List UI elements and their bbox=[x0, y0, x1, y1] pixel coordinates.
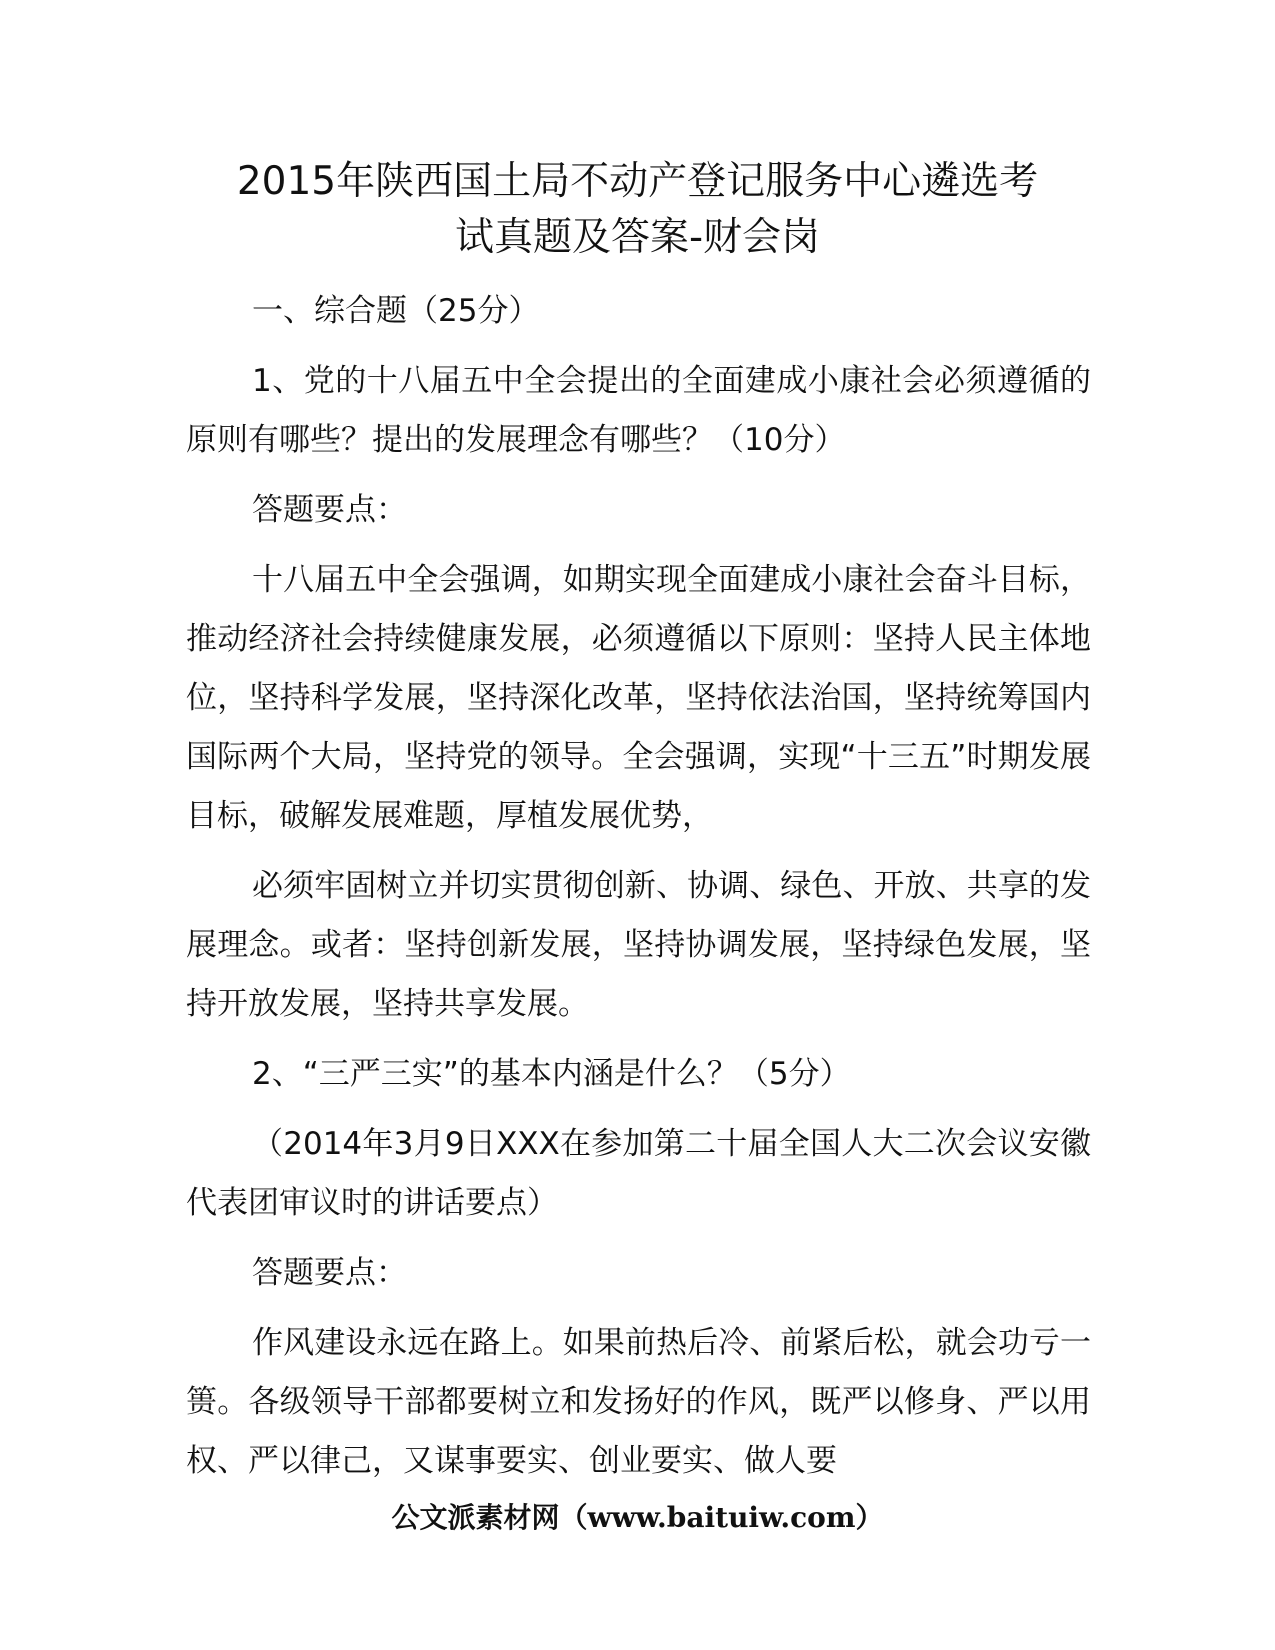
document-body bbox=[186, 282, 1091, 1491]
answer-paragraph-1: 十八届五中全会强调，如期实现全面建成小康社会奋斗目标，推动经济社会持续健康发展，必须遵循以下原则：坚持人民主体地位，坚持科学发展，坚持深化改革，坚持依法治国，坚持统筹国内国际两个大局，坚持党的领导。全会强调，实现“十三五”时期发展目标，破解发展难题，厚植发展优势， bbox=[186, 562, 1091, 834]
answer-paragraph-2: 必须牢固树立并切实贯彻创新、协调、绿色、开放、共享的发展理念。或者：坚持创新发展，坚持协调发展，坚持绿色发展，坚持开放发展，坚持共享发展。 bbox=[186, 868, 1091, 1022]
question-1: 1、党的十八届五中全会提出的全面建成小康社会必须遵循的原则有哪些？提出的发展理念有哪些？（10分） bbox=[186, 363, 1091, 458]
footer-watermark: 公文派素材网（www.baituiw.com） bbox=[391, 1501, 884, 1534]
answer-label-2: 答题要点： bbox=[252, 1255, 407, 1291]
question-2: 2、“三严三实”的基本内涵是什么？（5分） bbox=[252, 1056, 851, 1092]
answer-paragraph-3: 作风建设永远在路上。如果前热后冷、前紧后松，就会功亏一篑。各级领导干部都要树立和发扬好的作风，既严以修身、严以用权、严以律己，又谋事要实、创业要实、做人要 bbox=[186, 1325, 1091, 1479]
document-title-line-1: 2015年陕西国土局不动产登记服务中心遴选考 bbox=[236, 159, 1039, 204]
question-2-source: （2014年3月9日XXX在参加第二十届全国人大二次会议安徽代表团审议时的讲话要点） bbox=[186, 1126, 1091, 1221]
document-title-line-2: 试真题及答案-财会岗 bbox=[454, 215, 821, 260]
answer-label-1: 答题要点： bbox=[252, 492, 407, 528]
section-heading: 一、综合题（25分） bbox=[252, 293, 540, 329]
